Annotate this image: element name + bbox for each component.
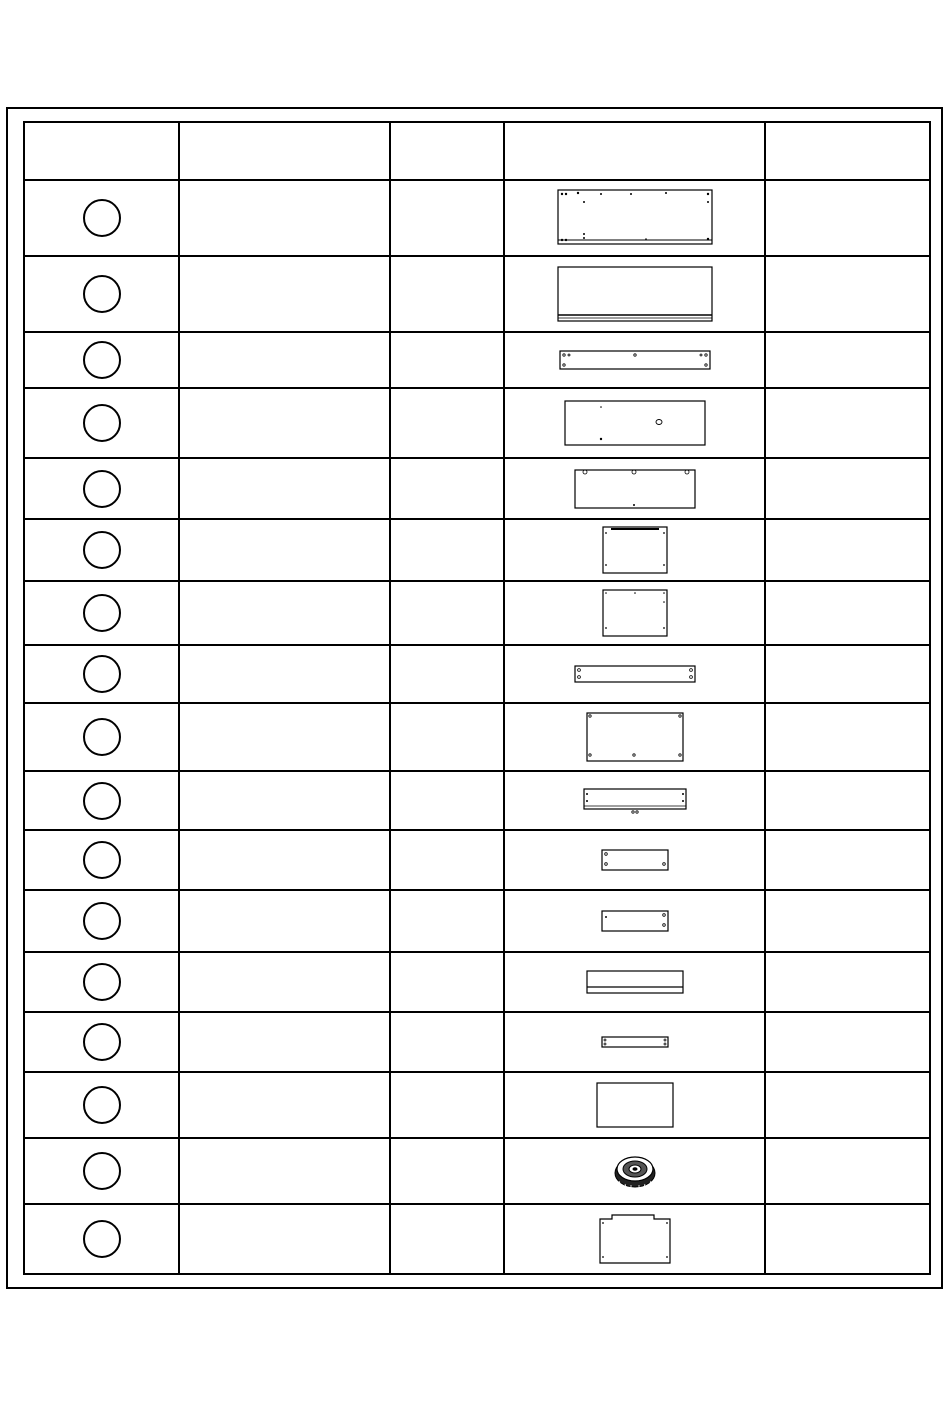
notes-cell bbox=[765, 1072, 930, 1138]
caster-wheel-icon bbox=[613, 1151, 657, 1191]
qty-cell bbox=[390, 890, 504, 952]
qty-cell bbox=[390, 1138, 504, 1204]
notes-cell bbox=[765, 1012, 930, 1072]
header-drawing bbox=[504, 122, 765, 180]
part-number-circle bbox=[83, 718, 121, 756]
part-number-circle bbox=[83, 1220, 121, 1258]
description-cell bbox=[179, 771, 390, 830]
notes-cell bbox=[765, 581, 930, 645]
header-part bbox=[24, 122, 179, 180]
part-cell bbox=[24, 703, 179, 771]
table-row bbox=[24, 830, 930, 890]
drawing-cell bbox=[504, 519, 765, 581]
drawing-cell bbox=[504, 952, 765, 1012]
qty-cell bbox=[390, 388, 504, 458]
notes-cell bbox=[765, 1138, 930, 1204]
description-cell bbox=[179, 645, 390, 703]
drawing-cell bbox=[504, 703, 765, 771]
header-description bbox=[179, 122, 390, 180]
drawing-cell bbox=[504, 890, 765, 952]
qty-cell bbox=[390, 332, 504, 388]
description-cell bbox=[179, 458, 390, 519]
description-cell bbox=[179, 952, 390, 1012]
description-cell bbox=[179, 519, 390, 581]
drawing-cell bbox=[504, 1012, 765, 1072]
part-cell bbox=[24, 581, 179, 645]
qty-cell bbox=[390, 256, 504, 332]
part-number-circle bbox=[83, 902, 121, 940]
table-row bbox=[24, 890, 930, 952]
small-panel-with-top-edge-icon bbox=[601, 525, 669, 575]
description-cell bbox=[179, 1138, 390, 1204]
header-notes bbox=[765, 122, 930, 180]
part-number-circle bbox=[83, 1023, 121, 1061]
part-cell bbox=[24, 1072, 179, 1138]
description-cell bbox=[179, 581, 390, 645]
notes-cell bbox=[765, 890, 930, 952]
part-number-circle bbox=[83, 1152, 121, 1190]
drawing-cell bbox=[504, 458, 765, 519]
header-row bbox=[24, 122, 930, 180]
part-cell bbox=[24, 1138, 179, 1204]
notes-cell bbox=[765, 256, 930, 332]
notes-cell bbox=[765, 332, 930, 388]
part-cell bbox=[24, 830, 179, 890]
drawing-cell bbox=[504, 332, 765, 388]
short-board-icon bbox=[600, 848, 670, 872]
drawing-cell bbox=[504, 645, 765, 703]
table-row bbox=[24, 332, 930, 388]
medium-panel-icon bbox=[585, 711, 685, 763]
part-cell bbox=[24, 519, 179, 581]
qty-cell bbox=[390, 645, 504, 703]
qty-cell bbox=[390, 771, 504, 830]
description-cell bbox=[179, 890, 390, 952]
notes-cell bbox=[765, 388, 930, 458]
part-number-circle bbox=[83, 841, 121, 879]
notes-cell bbox=[765, 519, 930, 581]
rail-icon bbox=[573, 664, 697, 684]
drawing-cell bbox=[504, 180, 765, 256]
qty-cell bbox=[390, 703, 504, 771]
description-cell bbox=[179, 830, 390, 890]
part-cell bbox=[24, 952, 179, 1012]
shelf-with-lip-icon bbox=[582, 787, 688, 815]
part-cell bbox=[24, 332, 179, 388]
table-row bbox=[24, 1012, 930, 1072]
part-number-circle bbox=[83, 341, 121, 379]
notes-cell bbox=[765, 458, 930, 519]
table-row bbox=[24, 256, 930, 332]
table-row bbox=[24, 703, 930, 771]
notes-cell bbox=[765, 180, 930, 256]
table-row bbox=[24, 519, 930, 581]
part-number-circle bbox=[83, 782, 121, 820]
qty-cell bbox=[390, 519, 504, 581]
table-row bbox=[24, 458, 930, 519]
part-number-circle bbox=[83, 655, 121, 693]
table-row bbox=[24, 180, 930, 256]
large-panel-with-holes-icon bbox=[556, 188, 714, 248]
notes-cell bbox=[765, 645, 930, 703]
qty-cell bbox=[390, 458, 504, 519]
table-row bbox=[24, 645, 930, 703]
description-cell bbox=[179, 256, 390, 332]
part-cell bbox=[24, 771, 179, 830]
qty-cell bbox=[390, 1204, 504, 1274]
qty-cell bbox=[390, 581, 504, 645]
qty-cell bbox=[390, 180, 504, 256]
drawing-cell bbox=[504, 830, 765, 890]
plain-panel-icon bbox=[595, 1081, 675, 1129]
description-cell bbox=[179, 1072, 390, 1138]
notes-cell bbox=[765, 771, 930, 830]
notched-panel-icon bbox=[598, 1213, 672, 1265]
part-cell bbox=[24, 1012, 179, 1072]
part-cell bbox=[24, 890, 179, 952]
part-cell bbox=[24, 645, 179, 703]
table-row bbox=[24, 1072, 930, 1138]
qty-cell bbox=[390, 830, 504, 890]
panel-with-top-holes-icon bbox=[573, 468, 697, 510]
table-row bbox=[24, 388, 930, 458]
qty-cell bbox=[390, 952, 504, 1012]
part-cell bbox=[24, 180, 179, 256]
drawing-cell bbox=[504, 581, 765, 645]
part-number-circle bbox=[83, 963, 121, 1001]
large-panel-with-edge-icon bbox=[556, 265, 714, 323]
notes-cell bbox=[765, 952, 930, 1012]
panel-with-hole-icon bbox=[563, 399, 707, 447]
drawing-cell bbox=[504, 256, 765, 332]
part-number-circle bbox=[83, 594, 121, 632]
description-cell bbox=[179, 388, 390, 458]
drawing-cell bbox=[504, 1204, 765, 1274]
description-cell bbox=[179, 1204, 390, 1274]
table-row bbox=[24, 581, 930, 645]
header-qty bbox=[390, 122, 504, 180]
part-number-circle bbox=[83, 404, 121, 442]
table-row bbox=[24, 1204, 930, 1274]
qty-cell bbox=[390, 1012, 504, 1072]
notes-cell bbox=[765, 830, 930, 890]
table-row bbox=[24, 952, 930, 1012]
description-cell bbox=[179, 332, 390, 388]
parts-table bbox=[23, 121, 931, 1275]
description-cell bbox=[179, 703, 390, 771]
table-row bbox=[24, 1138, 930, 1204]
drawing-cell bbox=[504, 1138, 765, 1204]
description-cell bbox=[179, 180, 390, 256]
part-number-circle bbox=[83, 531, 121, 569]
part-cell bbox=[24, 256, 179, 332]
part-number-circle bbox=[83, 1086, 121, 1124]
long-rail-icon bbox=[558, 349, 712, 371]
notes-cell bbox=[765, 1204, 930, 1274]
part-cell bbox=[24, 458, 179, 519]
small-panel-icon bbox=[601, 588, 669, 638]
short-board-icon bbox=[600, 909, 670, 933]
drawing-cell bbox=[504, 388, 765, 458]
board-with-edge-icon bbox=[585, 969, 685, 995]
part-number-circle bbox=[83, 470, 121, 508]
description-cell bbox=[179, 1012, 390, 1072]
table-row bbox=[24, 771, 930, 830]
drawing-cell bbox=[504, 771, 765, 830]
drawing-cell bbox=[504, 1072, 765, 1138]
part-number-circle bbox=[83, 275, 121, 313]
small-rail-icon bbox=[600, 1035, 670, 1049]
qty-cell bbox=[390, 1072, 504, 1138]
part-cell bbox=[24, 388, 179, 458]
part-number-circle bbox=[83, 199, 121, 237]
part-cell bbox=[24, 1204, 179, 1274]
notes-cell bbox=[765, 703, 930, 771]
